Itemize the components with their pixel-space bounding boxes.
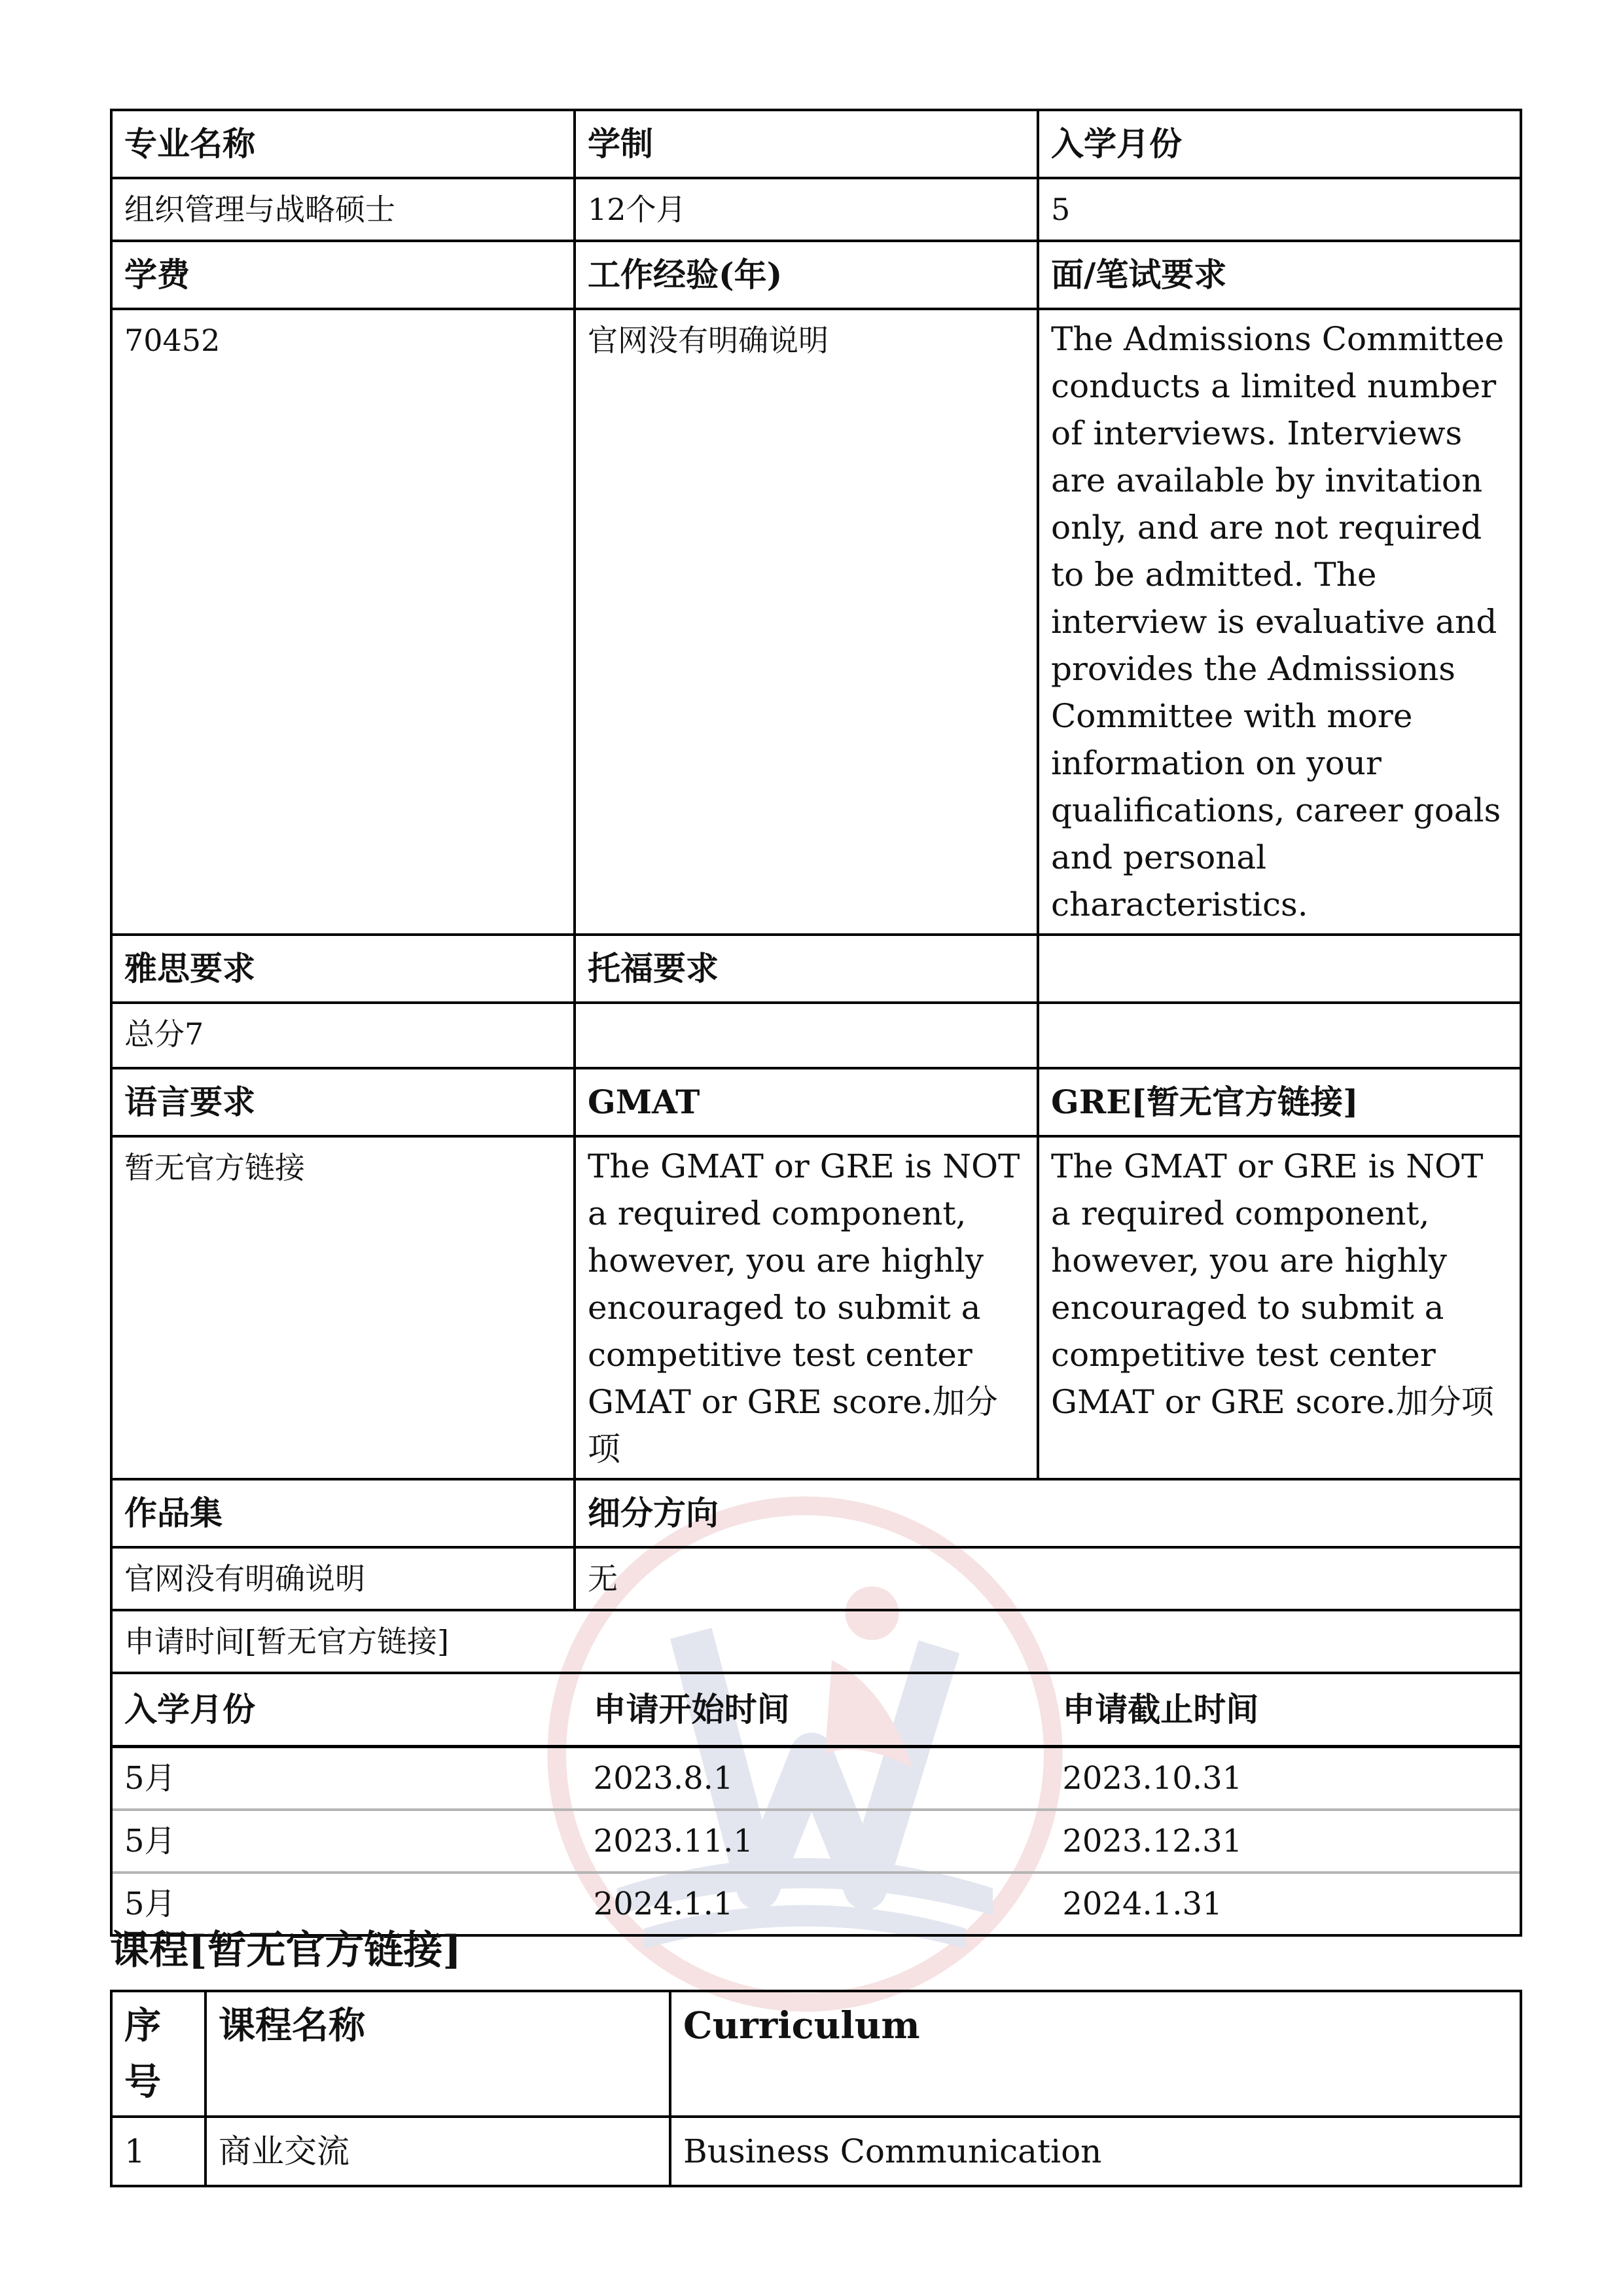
- course-name-en: Business Communication: [670, 2117, 1521, 2186]
- schedule-start: 2023.8.1: [582, 1747, 1051, 1810]
- value-gre: The GMAT or GRE is NOT a required component, however, you are highly encouraged to submit a competitive test center GMAT or GRE score.加分项: [1038, 1136, 1521, 1479]
- header-row-4: [111, 1068, 1521, 1136]
- course-name-cn: 商业交流: [205, 2117, 670, 2186]
- schedule-intake: 5月: [124, 1886, 176, 1922]
- value-duration: 12个月: [575, 178, 1038, 241]
- header-row-1: [111, 110, 1521, 178]
- application-label-row: [111, 1610, 1521, 1673]
- header-tuition: 学费: [111, 241, 575, 309]
- schedule-header-intake: 入学月份: [113, 1674, 582, 1747]
- value-intake-month: 5: [1038, 178, 1521, 241]
- header-specialization: 细分方向: [575, 1479, 1521, 1547]
- value-work-experience: 官网没有明确说明: [575, 309, 1038, 935]
- courses-table: [110, 1990, 1522, 2187]
- schedule-intake: 5月: [113, 1810, 582, 1873]
- value-interview: The Admissions Committee conducts a limited number of interviews. Interviews are available by invitation only, and are not required to be admitted. The interview is evaluative and provides the Admissions Committee with more information on your qualifications, career goals and personal characteristics.: [1038, 309, 1521, 935]
- value-language: 暂无官方链接: [111, 1136, 575, 1479]
- table-row: [111, 2117, 1521, 2186]
- header-gre: GRE[暂无官方链接]: [1038, 1068, 1521, 1136]
- schedule-header-start: 申请开始时间: [582, 1674, 1051, 1747]
- application-schedule-table: [113, 1674, 1520, 1934]
- application-schedule-row: [111, 1673, 1521, 1935]
- header-portfolio: 作品集: [111, 1479, 575, 1547]
- courses-header-row: [111, 1991, 1521, 2117]
- value-program-name: 组织管理与战略硕士: [111, 178, 575, 241]
- courses-header-curriculum: Curriculum: [670, 1991, 1521, 2117]
- value-row-5: [111, 1547, 1521, 1610]
- schedule-start: 2023.11.1: [582, 1810, 1051, 1873]
- value-specialization: 无: [575, 1547, 1521, 1610]
- header-program-name: 专业名称: [111, 110, 575, 178]
- header-gmat: GMAT: [575, 1068, 1038, 1136]
- header-empty: [1038, 935, 1521, 1003]
- value-ielts: 总分7: [111, 1003, 575, 1068]
- application-time-label: 申请时间[暂无官方链接]: [111, 1610, 1521, 1673]
- courses-header-seq: 序号: [111, 1991, 205, 2117]
- header-ielts: 雅思要求: [111, 935, 575, 1003]
- course-seq: 1: [111, 2117, 205, 2186]
- value-tuition: 70452: [111, 309, 575, 935]
- value-row-4: [111, 1136, 1521, 1479]
- schedule-start: 2024.1.1: [593, 1886, 734, 1922]
- table-row: [113, 1747, 1520, 1810]
- schedule-deadline: 2023.10.31: [1050, 1747, 1520, 1810]
- application-schedule-cell: [111, 1673, 1521, 1935]
- header-duration: 学制: [575, 110, 1038, 178]
- value-row-1: [111, 178, 1521, 241]
- header-row-5: [111, 1479, 1521, 1547]
- schedule-header-deadline: 申请截止时间: [1050, 1674, 1520, 1747]
- header-row-2: [111, 241, 1521, 309]
- program-info-table: [110, 109, 1522, 1937]
- value-row-2: [111, 309, 1521, 935]
- header-row-3: [111, 935, 1521, 1003]
- courses-section-title: 课程[暂无官方链接]: [110, 1928, 461, 1973]
- table-row: [113, 1810, 1520, 1873]
- header-intake-month: 入学月份: [1038, 110, 1521, 178]
- schedule-deadline: 2023.12.31: [1050, 1810, 1520, 1873]
- header-work-experience: 工作经验(年): [575, 241, 1038, 309]
- value-toefl: [575, 1003, 1038, 1068]
- value-empty: [1038, 1003, 1521, 1068]
- value-row-3: [111, 1003, 1521, 1068]
- schedule-intake: 5月: [113, 1747, 582, 1810]
- header-toefl: 托福要求: [575, 935, 1038, 1003]
- schedule-deadline: 2024.1.31: [1062, 1886, 1222, 1922]
- header-interview: 面/笔试要求: [1038, 241, 1521, 309]
- header-language: 语言要求: [111, 1068, 575, 1136]
- courses-header-name-cn: 课程名称: [205, 1991, 670, 2117]
- value-portfolio: 官网没有明确说明: [111, 1547, 575, 1610]
- value-gmat: The GMAT or GRE is NOT a required component, however, you are highly encouraged to submit a competitive test center GMAT or GRE score.加分项: [575, 1136, 1038, 1479]
- schedule-header-row: [113, 1674, 1520, 1747]
